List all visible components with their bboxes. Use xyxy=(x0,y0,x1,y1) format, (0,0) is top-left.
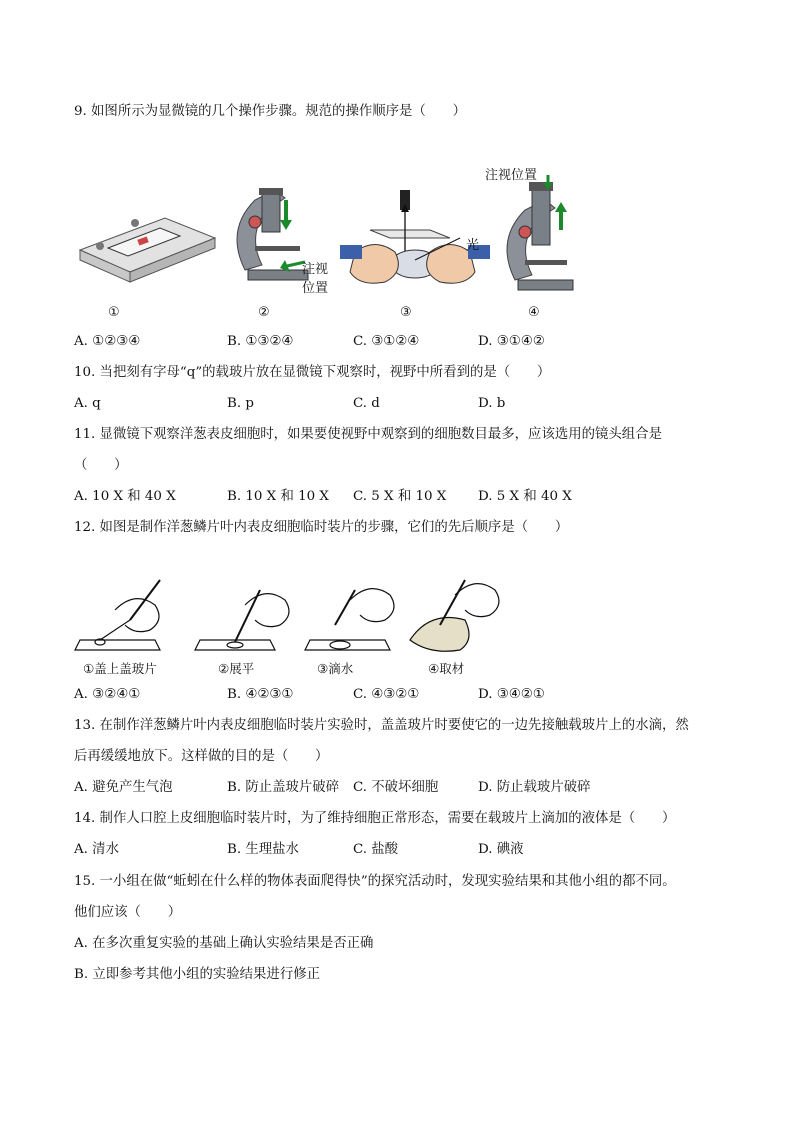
q11-stem: 11. 显微镜下观察洋葱表皮细胞时，如果要使视野中观察到的细胞数目最多，应该选用的镜头组合是 xyxy=(74,427,662,442)
q10-stem: 10. 当把刻有字母“q”的载玻片放在显微镜下观察时，视野中所看到的是（ ） xyxy=(74,365,551,380)
q14-stem: 14. 制作人口腔上皮细胞临时装片时，为了维持细胞正常形态，需要在载玻片上滴加的液体是（ ） xyxy=(74,811,676,826)
q13-option-a: A. 避免产生气泡 xyxy=(74,780,173,795)
q12-label-2: ②展平 xyxy=(218,661,255,676)
flatten-step-image xyxy=(195,590,289,650)
q12-option-b: B. ④②③① xyxy=(227,687,294,702)
q10-option-a: A. q xyxy=(74,396,101,411)
q9-option-a: A. ①②③④ xyxy=(74,334,141,349)
step-number-1: ① xyxy=(108,305,120,320)
q14-option-b: B. 生理盐水 xyxy=(227,842,299,857)
watch-position-label-side-2: 位置 xyxy=(302,281,329,296)
microscope-raising-image xyxy=(507,175,573,290)
q14-option-a: A. 清水 xyxy=(74,842,119,857)
q12-stem: 12. 如图是制作洋葱鳞片叶内表皮细胞临时装片的步骤，它们的先后顺序是（ ） xyxy=(74,520,569,535)
step-number-2: ② xyxy=(258,305,270,320)
q9-figure xyxy=(70,160,590,330)
microscope-lowering-image xyxy=(237,188,308,280)
q14-option-c: C. 盐酸 xyxy=(353,842,399,857)
q13-stem: 13. 在制作洋葱鳞片叶内表皮细胞临时装片实验时，盖盖玻片时要使它的一边先接触载玻片上的水滴，然 xyxy=(74,718,689,733)
watch-position-label-side-1: 注视 xyxy=(302,262,329,277)
q9-option-c: C. ③①②④ xyxy=(353,334,420,349)
slide-preparation-illustration xyxy=(70,570,510,660)
q15-stem: 15. 一小组在做“蚯蚓在什么样的物体表面爬得快”的探究活动时，发现实验结果和其他小组的都不同。 xyxy=(74,874,676,889)
q15-option-b: B. 立即参考其他小组的实验结果进行修正 xyxy=(74,967,320,982)
step-number-3: ③ xyxy=(400,305,412,320)
q12-option-a: A. ③②④① xyxy=(74,687,141,702)
q9-stem: 9. 如图所示为显微镜的几个操作步骤。规范的操作顺序是（ ） xyxy=(74,104,466,119)
q13-option-d: D. 防止载玻片破碎 xyxy=(478,780,591,795)
q9-option-b: B. ①③②④ xyxy=(227,334,294,349)
q10-option-c: C. d xyxy=(353,396,380,411)
q12-option-c: C. ④③②① xyxy=(353,687,420,702)
q12-figure xyxy=(70,570,510,660)
q12-label-3: ③滴水 xyxy=(317,661,354,676)
q11-option-b: B. 10 X 和 10 X xyxy=(227,489,329,504)
step-number-4: ④ xyxy=(528,305,540,320)
q13-option-c: C. 不破坏细胞 xyxy=(353,780,439,795)
q11-stem-cont: （ ） xyxy=(74,458,128,473)
q12-label-4: ④取材 xyxy=(428,661,465,676)
q12-option-d: D. ③④②① xyxy=(478,687,545,702)
microscope-steps-illustration xyxy=(70,160,590,330)
q14-option-d: D. 碘液 xyxy=(478,842,524,857)
q11-option-c: C. 5 X 和 10 X xyxy=(353,489,447,504)
stage-with-slide-image xyxy=(80,218,215,282)
light-label: 光 xyxy=(466,238,480,253)
q12-label-1: ①盖上盖玻片 xyxy=(83,661,157,676)
q10-option-b: B. p xyxy=(227,396,254,411)
q15-stem-cont: 他们应该（ ） xyxy=(74,905,182,920)
q13-option-b: B. 防止盖玻片破碎 xyxy=(227,780,340,795)
q11-option-a: A. 10 X 和 40 X xyxy=(74,489,176,504)
q10-option-d: D. b xyxy=(478,396,506,411)
cover-slip-step-image xyxy=(75,580,160,650)
add-water-step-image xyxy=(305,589,394,650)
q13-stem-cont: 后再缓缓地放下。这样做的目的是（ ） xyxy=(74,749,329,764)
q9-option-d: D. ③①④② xyxy=(478,334,545,349)
watch-position-label-top: 注视位置 xyxy=(485,168,538,183)
q15-option-a: A. 在多次重复实验的基础上确认实验结果是否正确 xyxy=(74,936,374,951)
take-material-step-image xyxy=(410,580,499,651)
q11-option-d: D. 5 X 和 40 X xyxy=(478,489,572,504)
